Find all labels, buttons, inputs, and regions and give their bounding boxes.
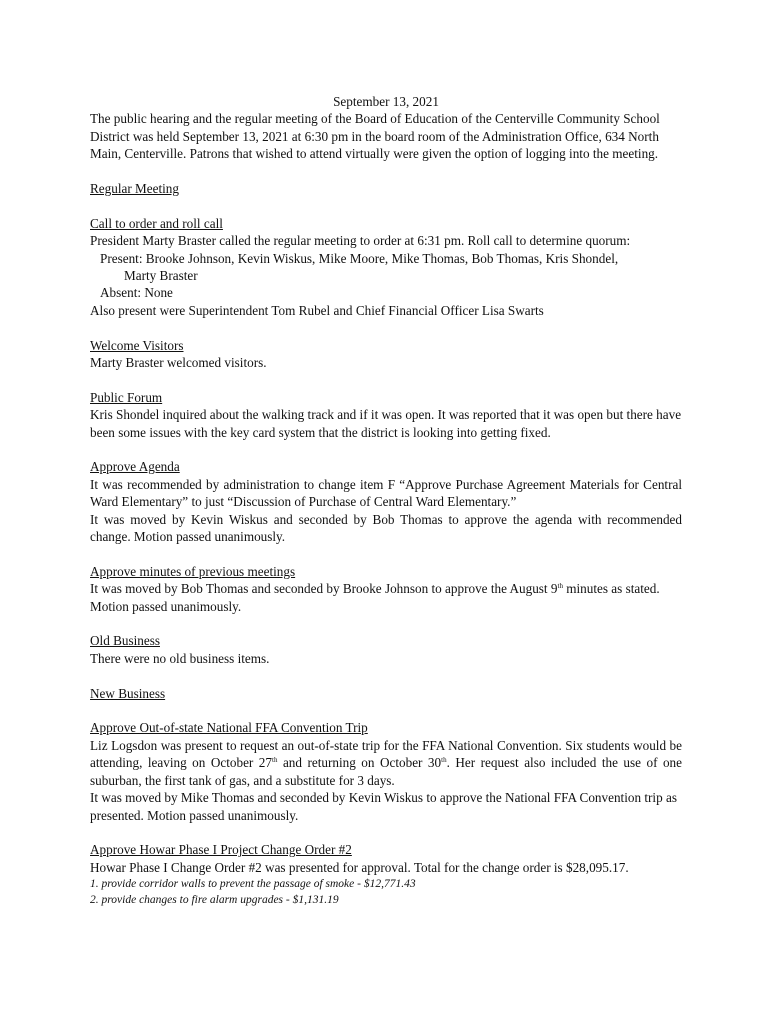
meeting-date: September 13, 2021 <box>333 94 439 109</box>
ffa-trip-motion: It was moved by Mike Thomas and seconded by Kevin Wiskus to approve the National FFA Convention trip as presented. Motion passed unanimously. <box>90 790 677 823</box>
ordinal-suffix: th <box>441 756 447 765</box>
intro-paragraph: The public hearing and the regular meeting of the Board of Education of the Centerville Community School District was held September 13, 2021 at 6:30 pm in the board room of the Administration Office, 634 North Main, Centerville. Patrons that wished to attend virtually were given the option of logging into the meeting. <box>90 111 660 162</box>
ffa-trip-heading: Approve Out-of-state National FFA Convention Trip <box>90 720 368 736</box>
new-business-heading: New Business <box>90 685 166 701</box>
welcome-text: Marty Braster welcomed visitors. <box>90 355 267 371</box>
ffa-trip-text-c: . Her request also included the use of one suburban, the first tank of gas, and a substitute for 3 days. <box>90 755 682 788</box>
ffa-trip-text-a: Liz Logsdon was present to request an out-of-state trip for the FFA National Convention. Six students would be attending, leaving on October 27 <box>90 737 682 771</box>
present-list: Present: Brooke Johnson, Kevin Wiskus, Mike Moore, Mike Thomas, Bob Thomas, Kris Shondel, <box>100 250 619 266</box>
approve-minutes-heading: Approve minutes of previous meetings <box>90 563 296 579</box>
public-forum-heading: Public Forum <box>90 389 163 405</box>
also-present: Also present were Superintendent Tom Rubel and Chief Financial Officer Lisa Swarts <box>90 302 544 318</box>
approve-agenda-text-2: It was moved by Kevin Wiskus and seconded by Bob Thomas to approve the agenda with recommended change. Motion passed unanimously. <box>90 511 682 545</box>
approve-agenda-heading: Approve Agenda <box>90 459 180 475</box>
howar-heading: Approve Howar Phase I Project Change Order #2 <box>90 842 352 858</box>
ffa-trip-text-b: and returning on October 30 <box>277 755 442 771</box>
howar-item-1: 1. provide corridor walls to prevent the passage of smoke - $12,771.43 <box>90 878 416 891</box>
welcome-heading: Welcome Visitors <box>90 337 184 353</box>
approve-minutes-text-b: minutes as stated. Motion passed unanimously. <box>90 581 660 614</box>
howar-text: Howar Phase I Change Order #2 was presented for approval. Total for the change order is $28,095.17. <box>90 859 629 875</box>
present-list-continued: Marty Braster <box>124 268 198 284</box>
call-to-order-text: President Marty Braster called the regular meeting to order at 6:31 pm. Roll call to determine quorum: <box>90 233 631 249</box>
call-to-order-heading: Call to order and roll call <box>90 215 223 231</box>
approve-agenda-text-1: It was recommended by administration to change item F “Approve Purchase Agreement Materials for Central Ward Elementary” to just “Discussion of Purchase of Central Ward Elementary.” <box>90 476 682 510</box>
howar-item-2: 2. provide changes to fire alarm upgrades - $1,131.19 <box>90 894 339 907</box>
ffa-trip-text <box>90 737 682 789</box>
approve-minutes-text <box>90 580 682 615</box>
ordinal-suffix: th <box>272 756 278 765</box>
regular-meeting-heading: Regular Meeting <box>90 181 179 197</box>
ordinal-suffix: th <box>557 582 563 591</box>
old-business-text: There were no old business items. <box>90 650 270 666</box>
public-forum-text: Kris Shondel inquired about the walking track and if it was open. It was reported that it was open but there have been some issues with the key card system that the district is looking into getting fixed. <box>90 407 682 440</box>
old-business-heading: Old Business <box>90 633 160 649</box>
absent-list: Absent: None <box>100 285 173 301</box>
approve-minutes-text-a: It was moved by Bob Thomas and seconded by Brooke Johnson to approve the August 9 <box>90 581 558 597</box>
minutes-body <box>90 93 682 908</box>
